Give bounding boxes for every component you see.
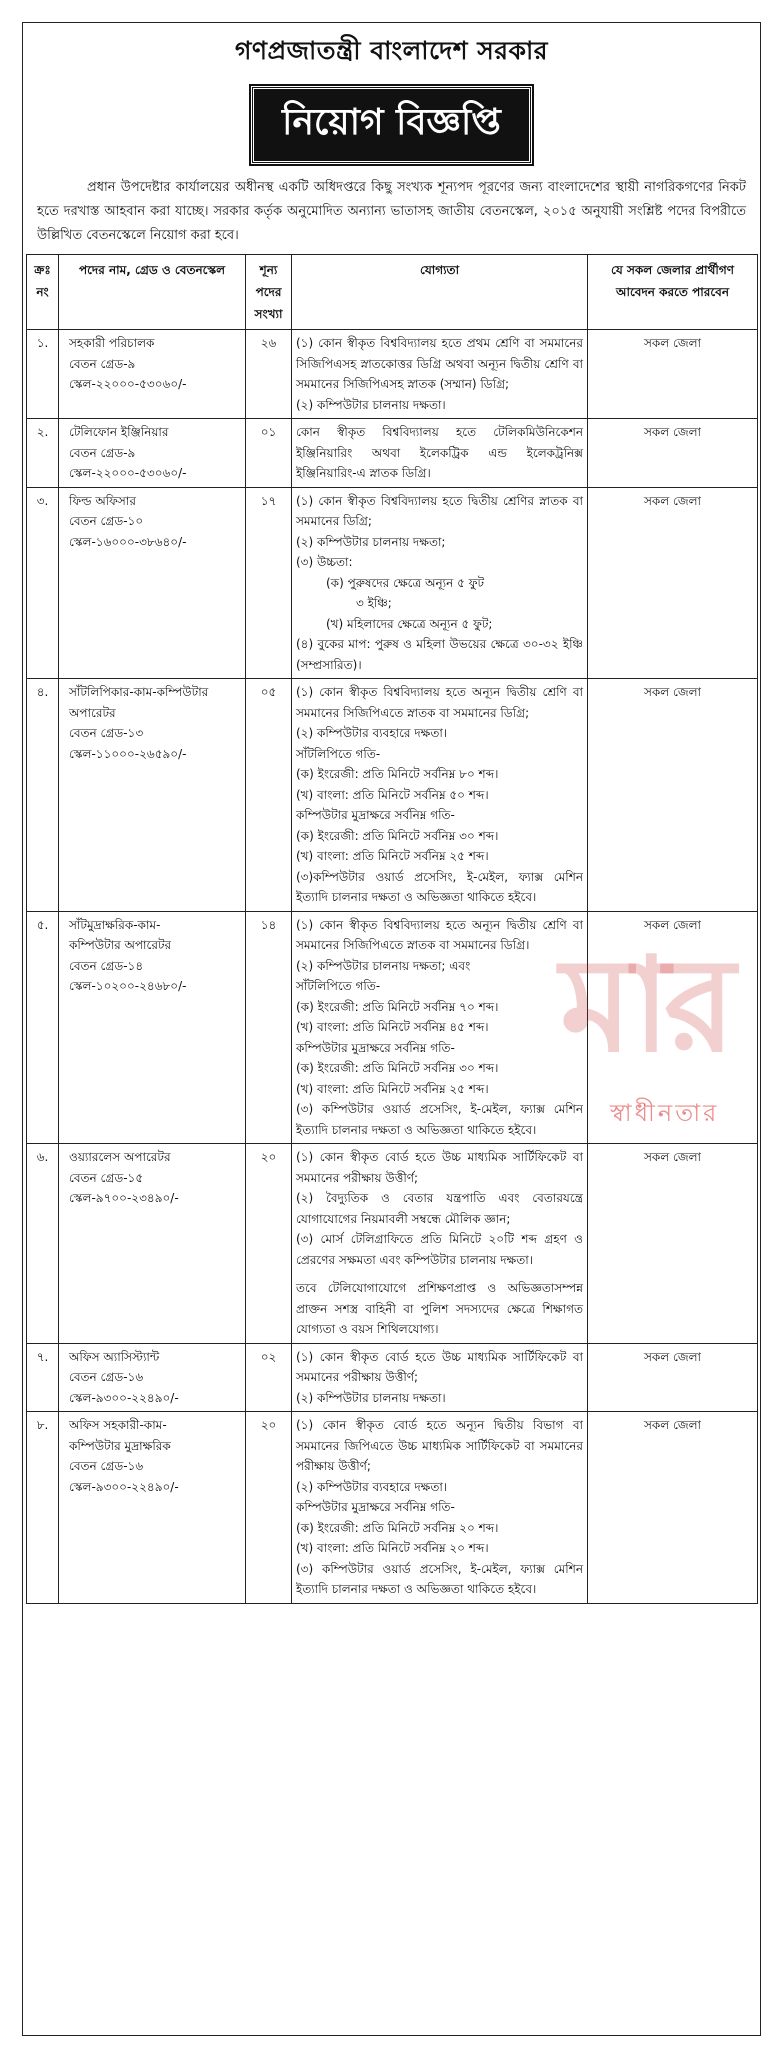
qualification-line: (খ) বাংলা: প্রতি মিনিটে সর্বনিম্ন ৫০ শব্দ। [296,787,489,802]
qualification-line: (১) কোন স্বীকৃত বিশ্ববিদ্যালয় হতে অন্যূন দ্বিতীয় শ্রেণি বা সমমানের সিজিপিএতে স্নাতক বা সমমানের ডিগ্রি; [296,685,583,720]
qualification-line: (ক) পুরুষদের ক্ষেত্রে অন্যূন ৫ ফুট [326,575,485,590]
qualification-line: (খ) বাংলা: প্রতি মিনিটে সর্বনিম্ন ২৫ শব্দ। [296,849,489,863]
row-vacancies: ০২ [246,1343,292,1412]
row-districts: সকল জেলা [588,419,758,488]
table-row [27,1343,758,1412]
post-line: স্কেল-১১০০০-২৬৫৯০/- [69,746,187,761]
row-vacancies: ২০ [246,1412,292,1604]
qualification-line: (ক) ইংরেজী: প্রতি মিনিটে সর্বনিম্ন ৩০ শব্দ। [296,1061,499,1075]
row-vacancies: ২৬ [246,330,292,419]
row-post [59,330,246,419]
row-serial: ৮. [27,1412,59,1604]
header-districts: যে সকল জেলার প্রার্থীগণ আবেদন করতে পারবেন [588,255,758,330]
qualification-line: (ক) ইংরেজী: প্রতি মিনিটে সর্বনিম্ন ৩০ শব্দ। [296,828,499,843]
qualification-line: (২) কম্পিউটার চালনায় দক্ষতা; এবং [296,958,471,973]
row-districts: সকল জেলা [588,487,758,679]
post-line: সাঁটমুদ্রাক্ষরিক-কাম- [69,917,161,932]
qualification-line: (৩) উচ্চতা: [296,555,353,569]
row-qualification [292,1144,588,1344]
government-title: গণপ্রজাতন্ত্রী বাংলাদেশ সরকার [235,36,548,65]
table-row [27,1412,758,1604]
qualification-line: ৩ ইঞ্চি; [356,596,392,610]
post-line: বেতন গ্রেড-১৬ [69,1370,144,1384]
header-vacancies: শূন্য পদের সংখ্যা [246,255,292,330]
qualification-line: (১) কোন স্বীকৃত বিশ্ববিদ্যালয় হতে প্রথম শ্রেণি বা সমমানের সিজিপিএসহ স্নাতকোত্তর ডিগ্রি অথবা অন্যূন দ্বিতীয় শ্রেণি বা সমমানের সিজিপিএসহ স্নাতক (সম্মান) ডিগ্রি; [296,336,583,391]
qualification-line: (১) কোন স্বীকৃত বোর্ড হতে উচ্চ মাধ্যমিক সার্টিফিকেট বা সমমানের পরীক্ষায় উত্তীর্ণ; [296,1349,583,1384]
qualification-line: (২) কম্পিউটার ব্যবহারে দক্ষতা। [296,1479,448,1494]
table-row [27,487,758,679]
post-line: বেতন গ্রেড-১৫ [69,1170,144,1185]
qualification-line: (১) কোন স্বীকৃত বোর্ড হতে উচ্চ মাধ্যমিক সার্টিফিকেট বা সমমানের পরীক্ষায় উত্তীর্ণ; [296,1150,583,1185]
row-post [59,679,246,912]
post-line: কম্পিউটার মুদ্রাক্ষরিক [69,1438,171,1453]
post-line: অফিস সহকারী-কাম- [69,1418,167,1432]
row-qualification [292,911,588,1144]
post-line: বেতন গ্রেড-৯ [69,445,136,460]
post-line: সাঁটলিপিকার-কাম-কম্পিউটার [69,685,209,699]
notice-page [22,22,761,2036]
row-serial: ১. [27,330,59,419]
row-post [59,487,246,679]
row-districts: সকল জেলা [588,1343,758,1412]
qualification-line: (খ) বাংলা: প্রতি মিনিটে সর্বনিম্ন ২০ শব্দ। [296,1541,489,1555]
header-qualification: যোগ্যতা [292,255,588,330]
row-vacancies: ১৭ [246,487,292,679]
qualification-line: (১) কোন স্বীকৃত বিশ্ববিদ্যালয় হতে অন্যূন দ্বিতীয় শ্রেণি বা সমমানের সিজিপিএতে স্নাতক বা সমমানের ডিগ্রি। [296,917,583,952]
row-qualification [292,1343,588,1412]
qualification-line: (৩) কম্পিউটার ওয়ার্ড প্রসেসিং, ই-মেইল, ফ্যাক্স মেশিন ইত্যাদি চালনার দক্ষতা ও অভিজ্ঞতা থাকিতে হইবে। [296,1561,583,1596]
post-line: ওয়্যারলেস অপারেটর [69,1150,171,1164]
row-districts: সকল জেলা [588,1144,758,1344]
qualification-line: কোন স্বীকৃত বিশ্ববিদ্যালয় হতে টেলিকমিউনিকেশন ইঞ্জিনিয়ারিং অথবা ইলেকট্রিক এন্ড ইলেকট্রনিক্স ইঞ্জিনিয়ারিং-এ স্নাতক ডিগ্রি। [296,425,583,480]
qualification-line: (খ) বাংলা: প্রতি মিনিটে সর্বনিম্ন ২৫ শব্দ। [296,1081,489,1096]
qualification-line: (ক) ইংরেজী: প্রতি মিনিটে সর্বনিম্ন ৮০ শব্দ। [296,767,499,781]
post-line: বেতন গ্রেড-৯ [69,356,136,371]
qualification-line: কম্পিউটার মুদ্রাক্ষরে সর্বনিম্ন গতি- [296,1500,455,1514]
table-body [27,330,758,1604]
row-districts: সকল জেলা [588,911,758,1144]
post-line: ফিল্ড অফিসার [69,493,136,508]
qualification-line: তবে টেলিযোগাযোগে প্রশিক্ষণপ্রাপ্ত ও অভিজ্ঞতাসম্পন্ন প্রাক্তন সশস্ত্র বাহিনী বা পুলিশ সদস্যদের ক্ষেত্রে শিক্ষাগত যোগ্যতা ও বয়স শিথিলযোগ্য। [296,1281,583,1336]
row-serial: ২. [27,419,59,488]
qualification-line: (২) কম্পিউটার ব্যবহারে দক্ষতা। [296,726,448,740]
qualification-line: (ক) ইংরেজী: প্রতি মিনিটে সর্বনিম্ন ২০ শব্দ। [296,1520,499,1535]
post-line: কম্পিউটার অপারেটর [69,938,172,952]
row-post [59,1144,246,1344]
qualification-line: (১) কোন স্বীকৃত বোর্ড হতে অন্যূন দ্বিতীয় বিভাগ বা সমমানের জিপিএতে উচ্চ মাধ্যমিক সার্টিফিকেট বা সমমানের পরীক্ষায় উত্তীর্ণ; [296,1418,583,1473]
qualification-line: (৩) কম্পিউটার ওয়ার্ড প্রসেসিং, ই-মেইল, ফ্যাক্স মেশিন ইত্যাদি চালনার দক্ষতা ও অভিজ্ঞতা থাকিতে হইবে। [296,1102,583,1137]
qualification-line: সাঁটলিপিতে গতি- [296,979,381,993]
table-row [27,1144,758,1344]
qualification-line: (৩) মোর্স টেলিগ্রাফিতে প্রতি মিনিটে ২০টি শব্দ গ্রহণ ও প্রেরণের সক্ষমতা এবং কম্পিউটার চালনায় দক্ষতা। [296,1232,583,1267]
post-line: স্কেল-২২০০০-৫৩০৬০/- [69,377,187,391]
row-serial: ৩. [27,487,59,679]
row-vacancies: ২০ [246,1144,292,1344]
post-line: স্কেল-১০২০০-২৪৬৮০/- [69,979,187,993]
row-post [59,1343,246,1412]
post-line: স্কেল-৯৭০০-২৩৪৯০/- [69,1191,179,1205]
row-vacancies: ১৪ [246,911,292,1144]
row-qualification [292,1412,588,1604]
row-post [59,1412,246,1604]
qualification-line: সাঁটলিপিতে গতি- [296,746,381,761]
header-post: পদের নাম, গ্রেড ও বেতনস্কেল [59,255,246,330]
row-districts: সকল জেলা [588,330,758,419]
table-row [27,911,758,1144]
notice-title: নিয়োগ বিজ্ঞপ্তি [251,86,532,164]
table-row [27,330,758,419]
post-line: বেতন গ্রেড-১৩ [69,726,144,740]
row-serial: ৫. [27,911,59,1144]
post-line: টেলিফোন ইঞ্জিনিয়ার [69,425,169,439]
post-line: সহকারী পরিচালক [69,336,155,350]
qualification-line: (৪) বুকের মাপ: পুরুষ ও মহিলা উভয়ের ক্ষেত্রে ৩০-৩২ ইঞ্চি (সম্প্রসারিত)। [296,637,583,672]
row-qualification [292,487,588,679]
watermark-tagline: স্বাধীনতার [610,1099,720,1127]
post-line: স্কেল-৯৩০০-২২৪৯০/- [69,1390,179,1405]
qualification-line: (২) বৈদ্যুতিক ও বেতার যন্ত্রপাতি এবং বেতারযন্ত্রে যোগাযোগের নিয়মাবলী সম্বন্ধে মৌলিক জ্ঞান; [296,1191,583,1226]
row-serial: ৬. [27,1144,59,1344]
table-row [27,679,758,912]
table-header-row [27,255,758,330]
table-row [27,419,758,488]
intro-paragraph: প্রধান উপদেষ্টার কার্যালয়ের অধীনস্থ একটি অধিদপ্তরে কিছু সংখ্যক শূন্যপদ পূরণের জন্য বাংলাদেশের স্থায়ী নাগরিকগণের নিকট হতে দরখাস্ত আহবান করা যাচ্ছে। সরকার কর্তৃক অনুমোদিত অন্যান্য ভাতাসহ জাতীয় বেতনস্কেল, ২০১৫ অনুযায়ী সংশ্লিষ্ট পদের বিপরীতে উল্লিখিত বেতনস্কেলে নিয়োগ করা হবে। [37,180,746,243]
qualification-line: (২) কম্পিউটার চালনায় দক্ষতা। [296,1390,446,1405]
header-serial: ক্রঃ নং [27,255,59,330]
row-vacancies: ০১ [246,419,292,488]
notice-title-wrap [23,86,760,164]
row-qualification [292,419,588,488]
qualification-line: (ক) ইংরেজী: প্রতি মিনিটে সর্বনিম্ন ৭০ শব্দ। [296,999,499,1014]
qualification-line: (১) কোন স্বীকৃত বিশ্ববিদ্যালয় হতে দ্বিতীয় শ্রেণির স্নাতক বা সমমানের ডিগ্রি; [296,493,583,528]
qualification-line: (খ) বাংলা: প্রতি মিনিটে সর্বনিম্ন ৪৫ শব্দ। [296,1020,489,1034]
qualification-line: (৩)কম্পিউটার ওয়ার্ড প্রসেসিং, ই-মেইল, ফ্যাক্স মেশিন ইত্যাদি চালনার দক্ষতা ও অভিজ্ঞতা থাকিতে হইবে। [296,869,583,904]
qualification-line: কম্পিউটার মুদ্রাক্ষরে সর্বনিম্ন গতি- [296,1040,455,1055]
row-qualification [292,679,588,912]
row-vacancies: ০৫ [246,679,292,912]
post-line: অফিস অ্যাসিস্ট্যান্ট [69,1349,160,1364]
row-post [59,419,246,488]
post-line: বেতন গ্রেড-১৬ [69,1459,144,1473]
row-qualification [292,330,588,419]
post-line: বেতন গ্রেড-১০ [69,514,144,528]
qualification-line: কম্পিউটার মুদ্রাক্ষরে সর্বনিম্ন গতি- [296,808,455,822]
row-serial: ৪. [27,679,59,912]
post-line: অপারেটর [69,705,116,720]
vacancy-table [26,254,758,1604]
post-line: স্কেল-১৬০০০-৩৮৬৪০/- [69,534,187,549]
qualification-line: (খ) মহিলাদের ক্ষেত্রে অন্যূন ৫ ফুট; [326,616,493,631]
watermark-logo: মার [560,929,730,1081]
row-districts: সকল জেলা [588,679,758,912]
post-line: স্কেল-৯৩০০-২২৪৯০/- [69,1479,179,1494]
row-post [59,911,246,1144]
post-line: বেতন গ্রেড-১৪ [69,958,144,973]
qualification-line: (২) কম্পিউটার চালনায় দক্ষতা; [296,534,446,549]
qualification-line: (২) কম্পিউটার চালনায় দক্ষতা। [296,397,446,412]
row-districts: সকল জেলা [588,1412,758,1604]
post-line: স্কেল-২২০০০-৫৩০৬০/- [69,466,187,480]
row-serial: ৭. [27,1343,59,1412]
